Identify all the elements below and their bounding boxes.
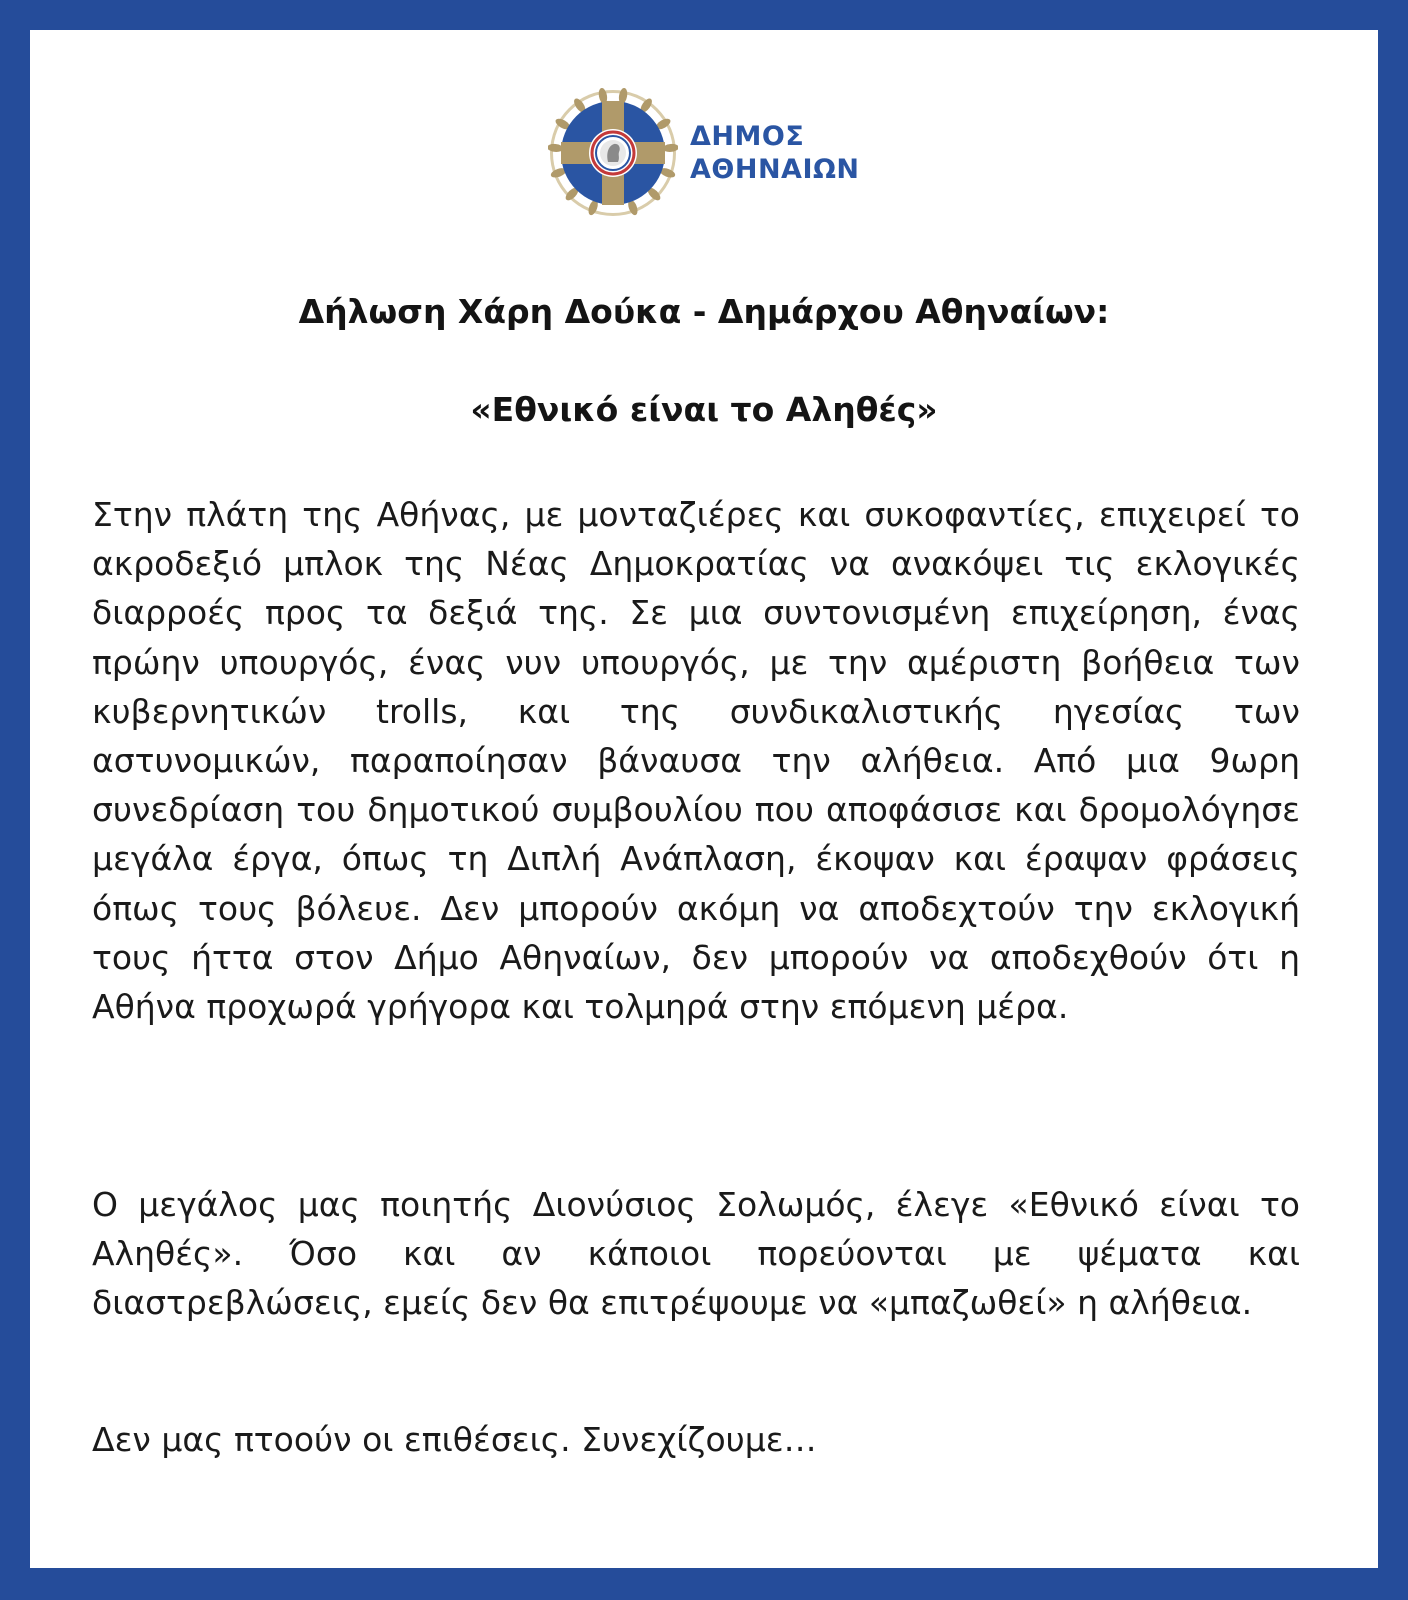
municipality-logo: [548, 88, 860, 218]
statement-page: [30, 30, 1378, 1568]
statement-title: Δήλωση Χάρη Δούκα - Δημάρχου Αθηναίων:: [298, 292, 1110, 331]
statement-paragraph-2: Ο μεγάλος μας ποιητής Διονύσιος Σολωμός, έλεγε «Εθνικό είναι το Αληθές». Όσο και αν κάποιοι πορεύονται με ψέματα και διαστρεβλώσεις, εμείς δεν θα επιτρέψουμε να «μπαζωθεί» η αλήθεια.: [92, 1185, 1300, 1323]
statement-paragraph-1: Στην πλάτη της Αθήνας, με μονταζιέρες και συκοφαντίες, επιχειρεί το ακροδεξιό μπλοκ της Νέας Δημοκρατίας να ανακόψει τις εκλογικές διαρροές προς τα δεξιά της. Σε μια συντονισμένη επιχείρηση, ένας πρώην υπουργός, ένας νυν υπουργός, με την αμέριστη βοήθεια των κυβερνητικών trolls, και της συνδικαλιστικής ηγεσίας των αστυνομικών, παραποίησαν βάναυσα την αλήθεια. Από μια 9ωρη συνεδρίαση του δημοτικού συμβουλίου που αποφάσισε και δρομολόγησε μεγάλα έργα, όπως τη Διπλή Ανάπλαση, έκοψαν και έραψαν φράσεις όπως τους βόλευε. Δεν μπορούν ακόμη να αποδεχτούν την εκλογική τους ήττα στον Δήμο Αθηναίων, δεν μπορούν να αποδεχθούν ότι η Αθήνα προχωρά γρήγορα και τολμηρά στην επόμενη μέρα.: [92, 495, 1300, 1027]
municipality-name-line2: ΑΘΗΝΑΙΩΝ: [690, 154, 860, 185]
municipality-name: [690, 120, 860, 186]
statement-subtitle: «Εθνικό είναι το Αληθές»: [470, 390, 938, 429]
statement-paragraph-3: Δεν μας πτοούν οι επιθέσεις. Συνεχίζουμε…: [92, 1420, 817, 1459]
municipality-seal-icon: [548, 88, 678, 218]
municipality-name-line1: ΔΗΜΟΣ: [690, 121, 805, 152]
